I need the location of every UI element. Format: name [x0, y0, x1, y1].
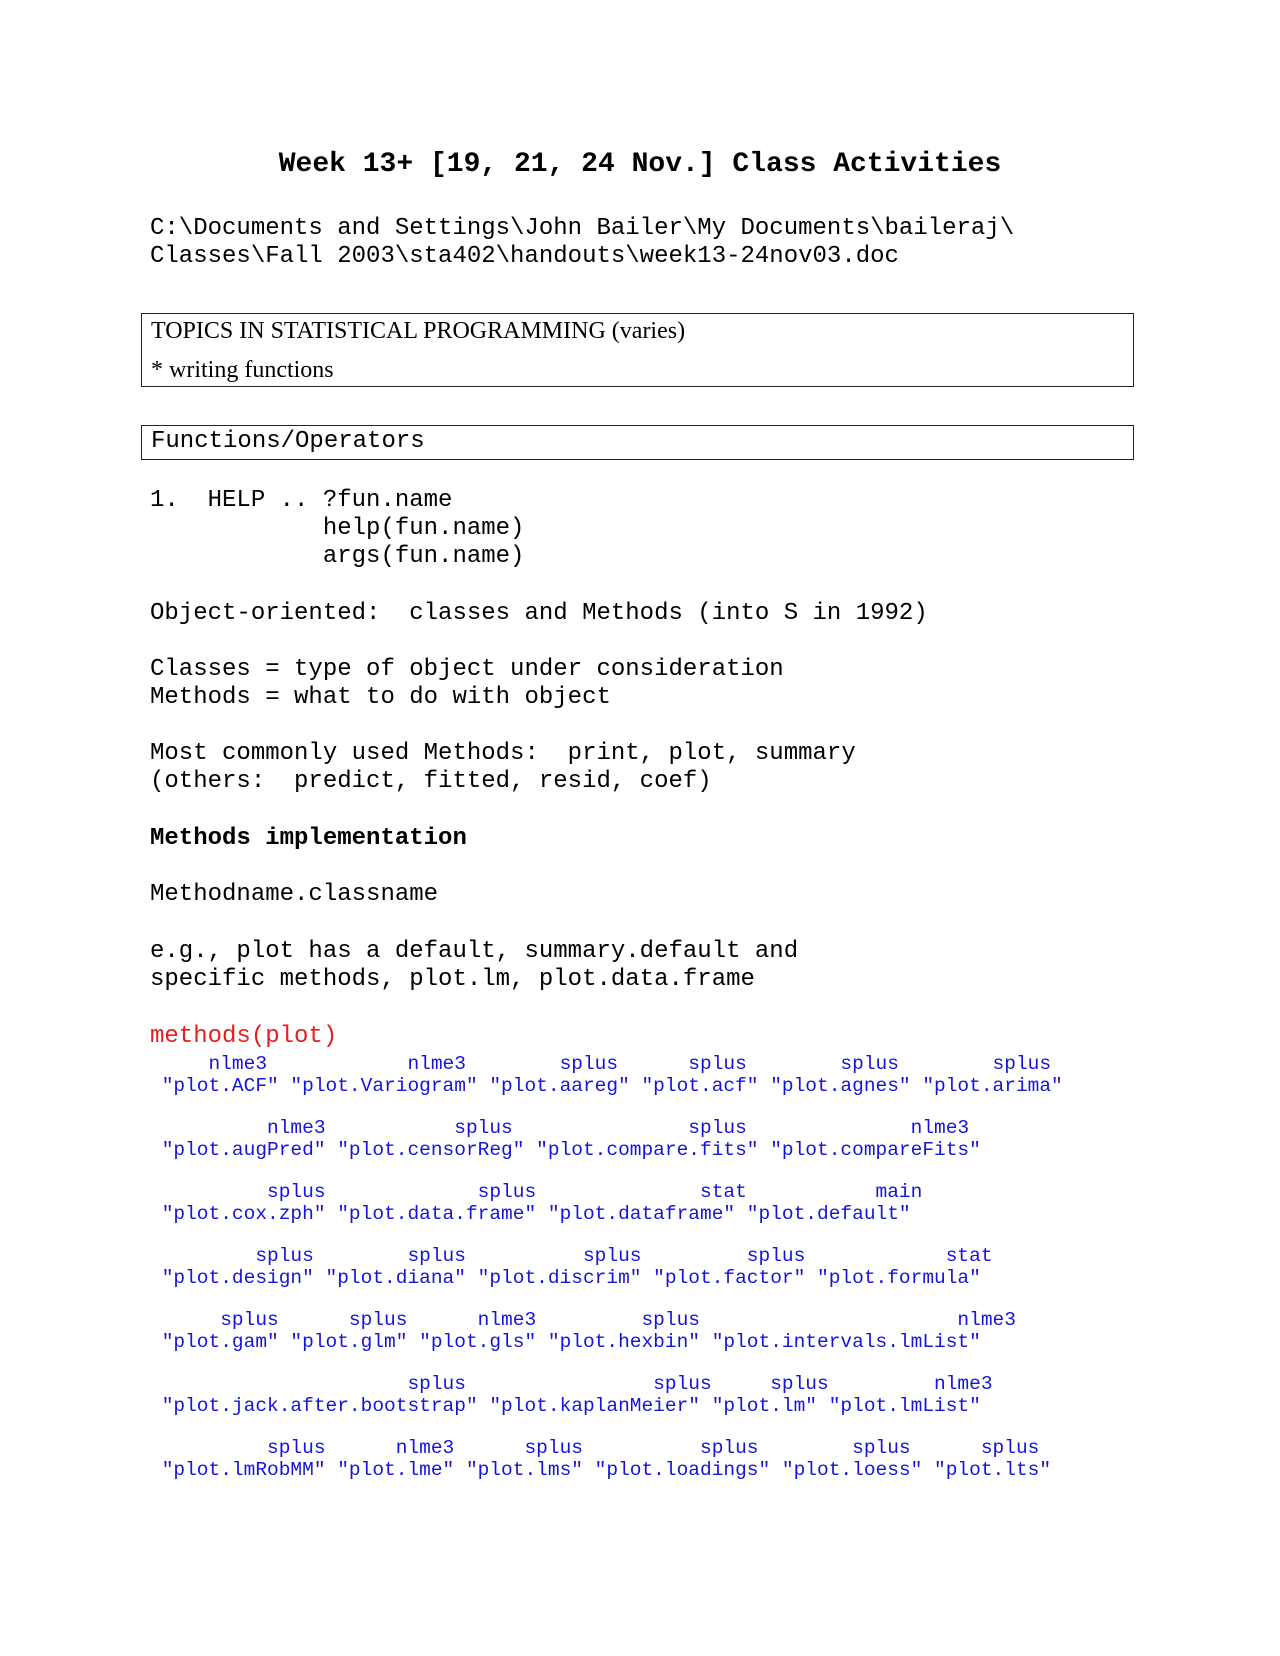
output-method-row: "plot.jack.after.bootstrap" "plot.kaplanMeier" "plot.lm" "plot.lmList" — [150, 1395, 981, 1417]
object-oriented-line: Object-oriented: classes and Methods (into S in 1992) — [150, 600, 928, 627]
common-methods-line: Most commonly used Methods: print, plot, summary — [150, 740, 856, 767]
methods-plot-command: methods(plot) — [150, 1023, 338, 1050]
file-path-line-1: C:\Documents and Settings\John Bailer\My Documents\baileraj\ — [150, 215, 1015, 242]
functions-operators-label: Functions/Operators — [151, 428, 425, 455]
topics-box — [141, 313, 1134, 387]
functions-operators-box — [141, 425, 1134, 460]
output-library-row: splus splus splus splus stat — [150, 1245, 993, 1267]
output-method-row: "plot.gam" "plot.glm" "plot.gls" "plot.hexbin" "plot.intervals.lmList" — [150, 1331, 981, 1353]
classes-definition: Classes = type of object under consideration — [150, 656, 784, 683]
example-line-2: specific methods, plot.lm, plot.data.frame — [150, 966, 755, 993]
page-title: Week 13+ [19, 21, 24 Nov.] Class Activities — [278, 149, 1002, 180]
methodname-classname: Methodname.classname — [150, 881, 439, 908]
topics-heading: TOPICS IN STATISTICAL PROGRAMMING (varies) — [151, 318, 686, 344]
topics-item: * writing functions — [151, 357, 334, 383]
file-path-line-2: Classes\Fall 2003\sta402\handouts\week13-24nov03.doc — [150, 243, 899, 270]
output-method-row: "plot.cox.zph" "plot.data.frame" "plot.dataframe" "plot.default" — [150, 1203, 911, 1225]
output-library-row: splus splus splus nlme3 — [150, 1373, 993, 1395]
methods-implementation-heading: Methods implementation — [150, 825, 467, 852]
help-line-3: args(fun.name) — [150, 543, 525, 570]
output-library-row: splus splus stat main — [150, 1181, 923, 1203]
output-method-row: "plot.augPred" "plot.censorReg" "plot.compare.fits" "plot.compareFits" — [150, 1139, 981, 1161]
methods-definition: Methods = what to do with object — [150, 684, 611, 711]
output-method-row: "plot.design" "plot.diana" "plot.discrim" "plot.factor" "plot.formula" — [150, 1267, 981, 1289]
output-method-row: "plot.ACF" "plot.Variogram" "plot.aareg" "plot.acf" "plot.agnes" "plot.arima" — [150, 1075, 1063, 1097]
output-library-row: splus splus nlme3 splus nlme3 — [150, 1309, 1016, 1331]
help-line-2: help(fun.name) — [150, 515, 525, 542]
example-line-1: e.g., plot has a default, summary.default and — [150, 938, 799, 965]
output-library-row: nlme3 nlme3 splus splus splus splus — [150, 1053, 1052, 1075]
output-library-row: nlme3 splus splus nlme3 — [150, 1117, 970, 1139]
other-methods-line: (others: predict, fitted, resid, coef) — [150, 768, 712, 795]
help-line-1: 1. HELP .. ?fun.name — [150, 487, 453, 514]
output-library-row: splus nlme3 splus splus splus splus — [150, 1437, 1040, 1459]
output-method-row: "plot.lmRobMM" "plot.lme" "plot.lms" "plot.loadings" "plot.loess" "plot.lts" — [150, 1459, 1052, 1481]
